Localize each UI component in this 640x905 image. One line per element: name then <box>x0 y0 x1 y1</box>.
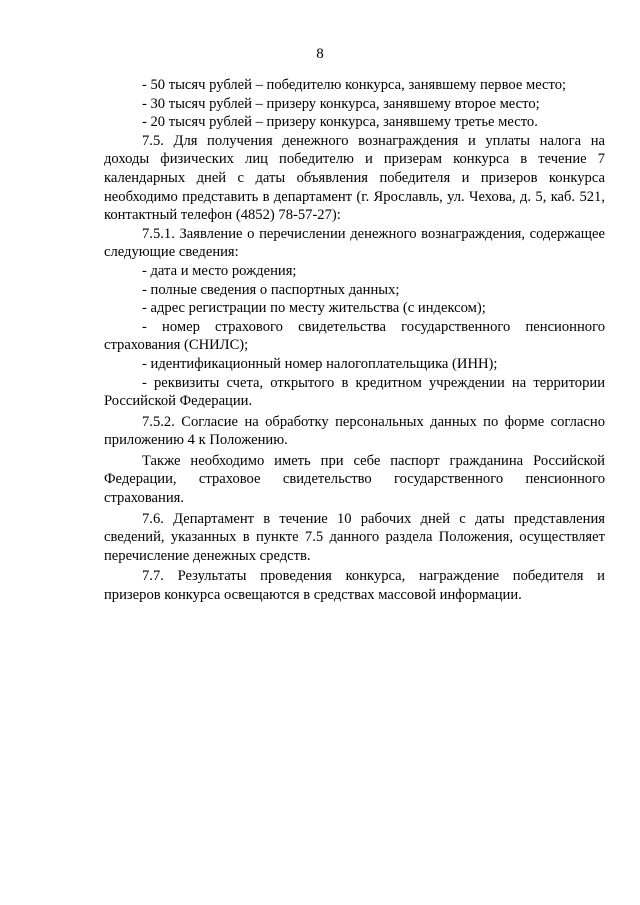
prize-first-place-item: - 50 тысяч рублей – победителю конкурса, занявшему первое место; <box>142 77 567 93</box>
page-number: 8 <box>316 46 324 62</box>
prize-third-place-item: - 20 тысяч рублей – призеру конкурса, занявшему третье место. <box>142 114 538 131</box>
clause-7-5-2: 7.5.2. Согласие на обработку персональных данных по форме согласно приложению 4 к Положению. <box>104 413 605 449</box>
passport-note: Также необходимо иметь при себе паспорт гражданина Российской Федерации, страховое свидетельство государственного пенсионного страхования. <box>104 452 605 507</box>
list-item-passport: - полные сведения о паспортных данных; <box>142 281 400 298</box>
clause-7-6: 7.6. Департамент в течение 10 рабочих дней с даты представления сведений, указанных в пункте 7.5 данного раздела Положения, осуществляет перечисление денежных средств. <box>104 510 605 564</box>
list-item-snils: - номер страхового свидетельства государственного пенсионного страхования (СНИЛС); <box>104 318 605 354</box>
list-item-bank-account: - реквизиты счета, открытого в кредитном учреждении на территории Российской Федерации. <box>104 374 605 410</box>
clause-7-5: 7.5. Для получения денежного вознаграждения и уплаты налога на доходы физических лиц победителю и призерам конкурса в течение 7 календарных дней с даты объявления победителя и призеров конкурса необходимо представить в департамент (г. Ярославль, ул. Чехова, д. 5, каб. 521, контактный телефон (4852) 78-57-27): <box>104 132 605 224</box>
document-body <box>104 76 605 605</box>
list-item-birth: - дата и место рождения; <box>142 262 297 279</box>
list-item-address: - адрес регистрации по месту жительства (с индексом); <box>142 300 486 317</box>
list-item-inn: - идентификационный номер налогоплательщика (ИНН); <box>142 355 498 372</box>
clause-7-5-1: 7.5.1. Заявление о перечислении денежного вознаграждения, содержащее следующие сведения: <box>104 225 605 261</box>
prize-second-place-item: - 30 тысяч рублей – призеру конкурса, занявшему второе место; <box>142 95 540 112</box>
clause-7-7: 7.7. Результаты проведения конкурса, награждение победителя и призеров конкурса освещаются в средствах массовой информации. <box>104 568 605 604</box>
